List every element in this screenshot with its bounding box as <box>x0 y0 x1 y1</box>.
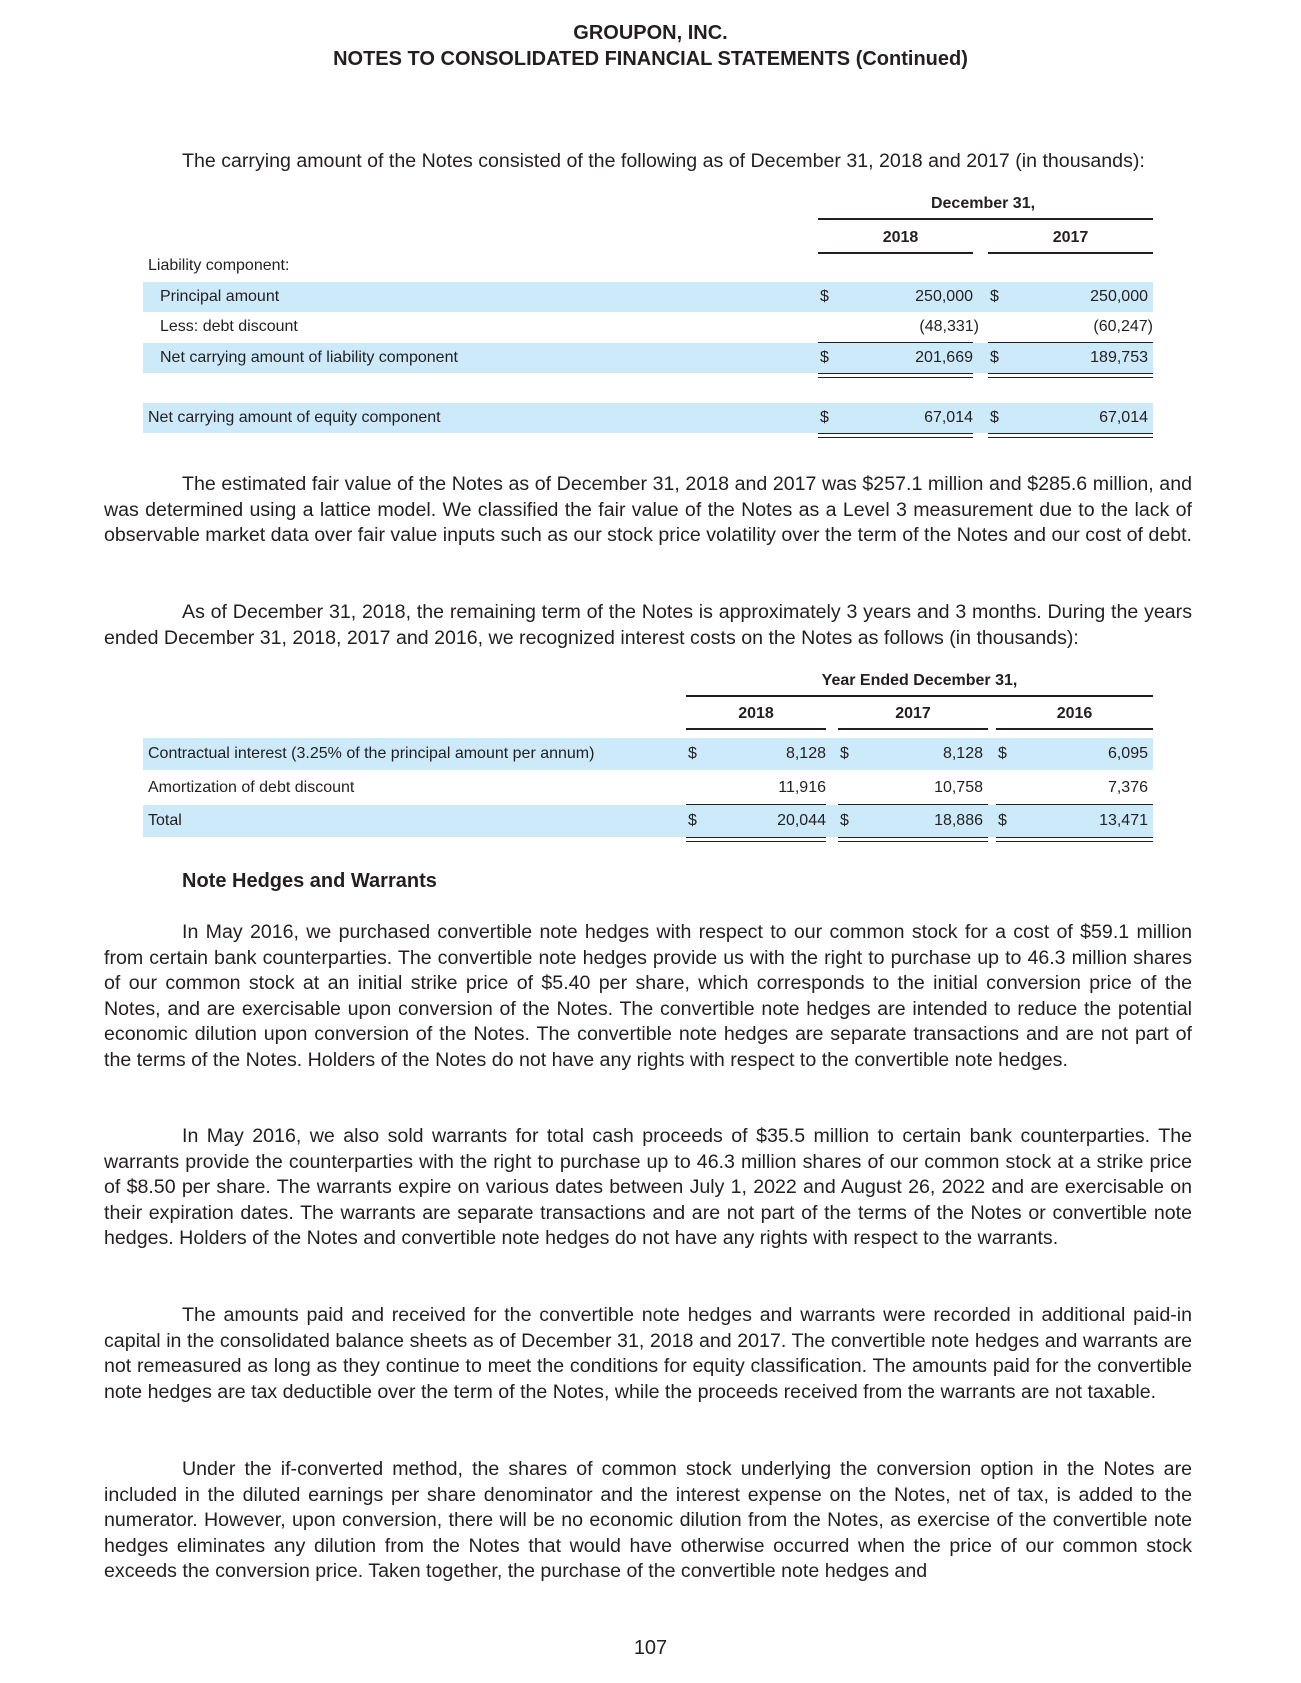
value-2017: 10,758 <box>934 779 983 796</box>
dollar-sign: $ <box>688 812 697 829</box>
row-label: Amortization of debt discount <box>148 779 355 796</box>
row-label: Contractual interest (3.25% of the principal amount per annum) <box>148 745 595 762</box>
table2-group-rule <box>686 695 1153 697</box>
section-heading: Note Hedges and Warrants <box>182 870 437 892</box>
table2-col-2017: 2017 <box>895 705 931 722</box>
table2-col-2018-rule <box>686 728 826 730</box>
paragraph-warrants <box>104 1124 1192 1252</box>
page-number: 107 <box>633 1637 668 1659</box>
dollar-sign: $ <box>990 349 999 366</box>
value-2016: 6,095 <box>1107 745 1148 762</box>
dollar-sign: $ <box>990 409 999 426</box>
value-2018: (48,331) <box>919 318 979 335</box>
table-row <box>143 343 1153 373</box>
row-label: Principal amount <box>160 288 280 305</box>
table-row <box>143 282 1153 312</box>
table-row <box>143 805 1153 837</box>
paragraph-remaining-term <box>104 600 1192 651</box>
table2-col-2016-rule <box>996 728 1153 730</box>
value-2018: 201,669 <box>915 349 973 366</box>
table-row <box>143 772 1153 804</box>
paragraph-text: The amounts paid and received for the convertible note hedges and warrants were recorded in additional paid-in capital in the consolidated balance sheets as of December 31, 2018 and 2017. The convertible note hedges and warrants are not remeasured as long as they continue to meet the conditions for equity classification. The amounts paid for the convertible note hedges are tax deductible over the term of the Notes, while the proceeds received from the warrants are not taxable. <box>104 1304 1192 1403</box>
value-2017: 250,000 <box>1090 288 1148 305</box>
value-2018: 20,044 <box>777 812 826 829</box>
row-label: Total <box>148 812 182 829</box>
dollar-sign: $ <box>688 745 697 762</box>
paragraph-text: In May 2016, we purchased convertible note hedges with respect to our common stock for a cost of $59.1 million from certain bank counterparties. The convertible note hedges provide us with the right to purchase up to 46.3 million shares of our common stock at an initial strike price of $5.40 per share, which corresponds to the initial conversion price of the Notes, and are exercisable upon conversion of the Notes. The convertible note hedges are intended to reduce the potential economic dilution upon conversion of the Notes. The convertible note hedges are separate transactions and are not part of the terms of the Notes. Holders of the Notes do not have any rights with respect to the convertible note hedges. <box>104 921 1192 1071</box>
total-double-rule <box>818 433 973 438</box>
paragraph-note-hedges <box>104 920 1192 1073</box>
value-2016: 13,471 <box>1099 812 1148 829</box>
paragraph-text: As of December 31, 2018, the remaining term of the Notes is approximately 3 years and 3 months. During the years ended December 31, 2018, 2017 and 2016, we recognized interest costs on the Notes as follows (in thousands): <box>104 601 1192 649</box>
paragraph-text: In May 2016, we also sold warrants for total cash proceeds of $35.5 million to certain bank counterparties. The warrants provide the counterparties with the right to purchase up to 46.3 million shares of our common stock at a strike price of $8.50 per share. The warrants expire on various dates between July 1, 2022 and August 26, 2022 and are exercisable on their expiration dates. The warrants are separate transactions and are not part of the terms of the Notes or convertible note hedges. Holders of the Notes and convertible note hedges do not have any rights with respect to the warrants. <box>104 1125 1192 1249</box>
dollar-sign: $ <box>820 349 829 366</box>
section-label: Liability component: <box>148 257 290 274</box>
table2-group-header: Year Ended December 31, <box>821 672 1018 689</box>
table-row <box>143 738 1153 770</box>
interest-costs-table <box>143 672 1153 847</box>
table1-intro: The carrying amount of the Notes consisted of the following as of December 31, 2018 and 2017 (in thousands): <box>182 150 1145 172</box>
paragraph-text: The estimated fair value of the Notes as of December 31, 2018 and 2017 was $257.1 million and $285.6 million, and was determined using a lattice model. We classified the fair value of the Notes as a Level 3 measurement due to the lack of observable market data over fair value inputs such as our stock price volatility over the term of the Notes and our cost of debt. <box>104 473 1192 546</box>
dollar-sign: $ <box>998 745 1007 762</box>
company-name: GROUPON, INC. <box>573 22 728 44</box>
value-2017: 18,886 <box>934 812 983 829</box>
value-2017: 8,128 <box>942 745 983 762</box>
carrying-amount-table <box>143 195 1153 445</box>
paragraph-text: Under the if-converted method, the shares of common stock underlying the conversion option in the Notes are included in the diluted earnings per share denominator and the interest expense on the Notes, net of tax, is added to the numerator. However, upon conversion, there will be no economic dilution from the Notes, as exercise of the convertible note hedges eliminates any dilution from the Notes that would have otherwise occurred when the price of our common stock exceeds the conversion price. Taken together, the purchase of the convertible note hedges and <box>104 1458 1192 1582</box>
table1-group-header: December 31, <box>930 195 1036 212</box>
paragraph-fair-value <box>104 472 1192 549</box>
table1-col-2018: 2018 <box>882 229 919 246</box>
total-double-rule <box>988 373 1153 378</box>
value-2018: 8,128 <box>785 745 826 762</box>
value-2016: 7,376 <box>1107 779 1148 796</box>
row-label: Net carrying amount of equity component <box>148 409 441 426</box>
value-2018: 250,000 <box>915 288 973 305</box>
dollar-sign: $ <box>840 812 849 829</box>
total-double-rule <box>838 837 988 842</box>
dollar-sign: $ <box>840 745 849 762</box>
paragraph-accounting <box>104 1303 1192 1405</box>
total-double-rule <box>686 837 826 842</box>
total-double-rule <box>988 433 1153 438</box>
page-title: NOTES TO CONSOLIDATED FINANCIAL STATEMENTS (Continued) <box>333 48 968 70</box>
value-2018: 67,014 <box>924 409 973 426</box>
row-label: Net carrying amount of liability component <box>160 349 458 366</box>
table1-section-row <box>143 251 1153 281</box>
table-row <box>143 312 1153 342</box>
total-double-rule <box>818 373 973 378</box>
dollar-sign: $ <box>820 409 829 426</box>
dollar-sign: $ <box>820 288 829 305</box>
table1-group-rule <box>818 218 1153 220</box>
dollar-sign: $ <box>990 288 999 305</box>
value-2017: 67,014 <box>1099 409 1148 426</box>
value-2017: 189,753 <box>1090 349 1148 366</box>
total-double-rule <box>996 837 1153 842</box>
dollar-sign: $ <box>998 812 1007 829</box>
table2-col-2017-rule <box>838 728 988 730</box>
table1-col-2017: 2017 <box>1052 229 1089 246</box>
table2-col-2016: 2016 <box>1056 705 1093 722</box>
table2-col-2018: 2018 <box>738 705 774 722</box>
row-label: Less: debt discount <box>160 318 298 335</box>
value-2018: 11,916 <box>778 779 826 796</box>
table-row <box>143 403 1153 433</box>
value-2017: (60,247) <box>1093 318 1153 335</box>
paragraph-if-converted <box>104 1457 1192 1585</box>
